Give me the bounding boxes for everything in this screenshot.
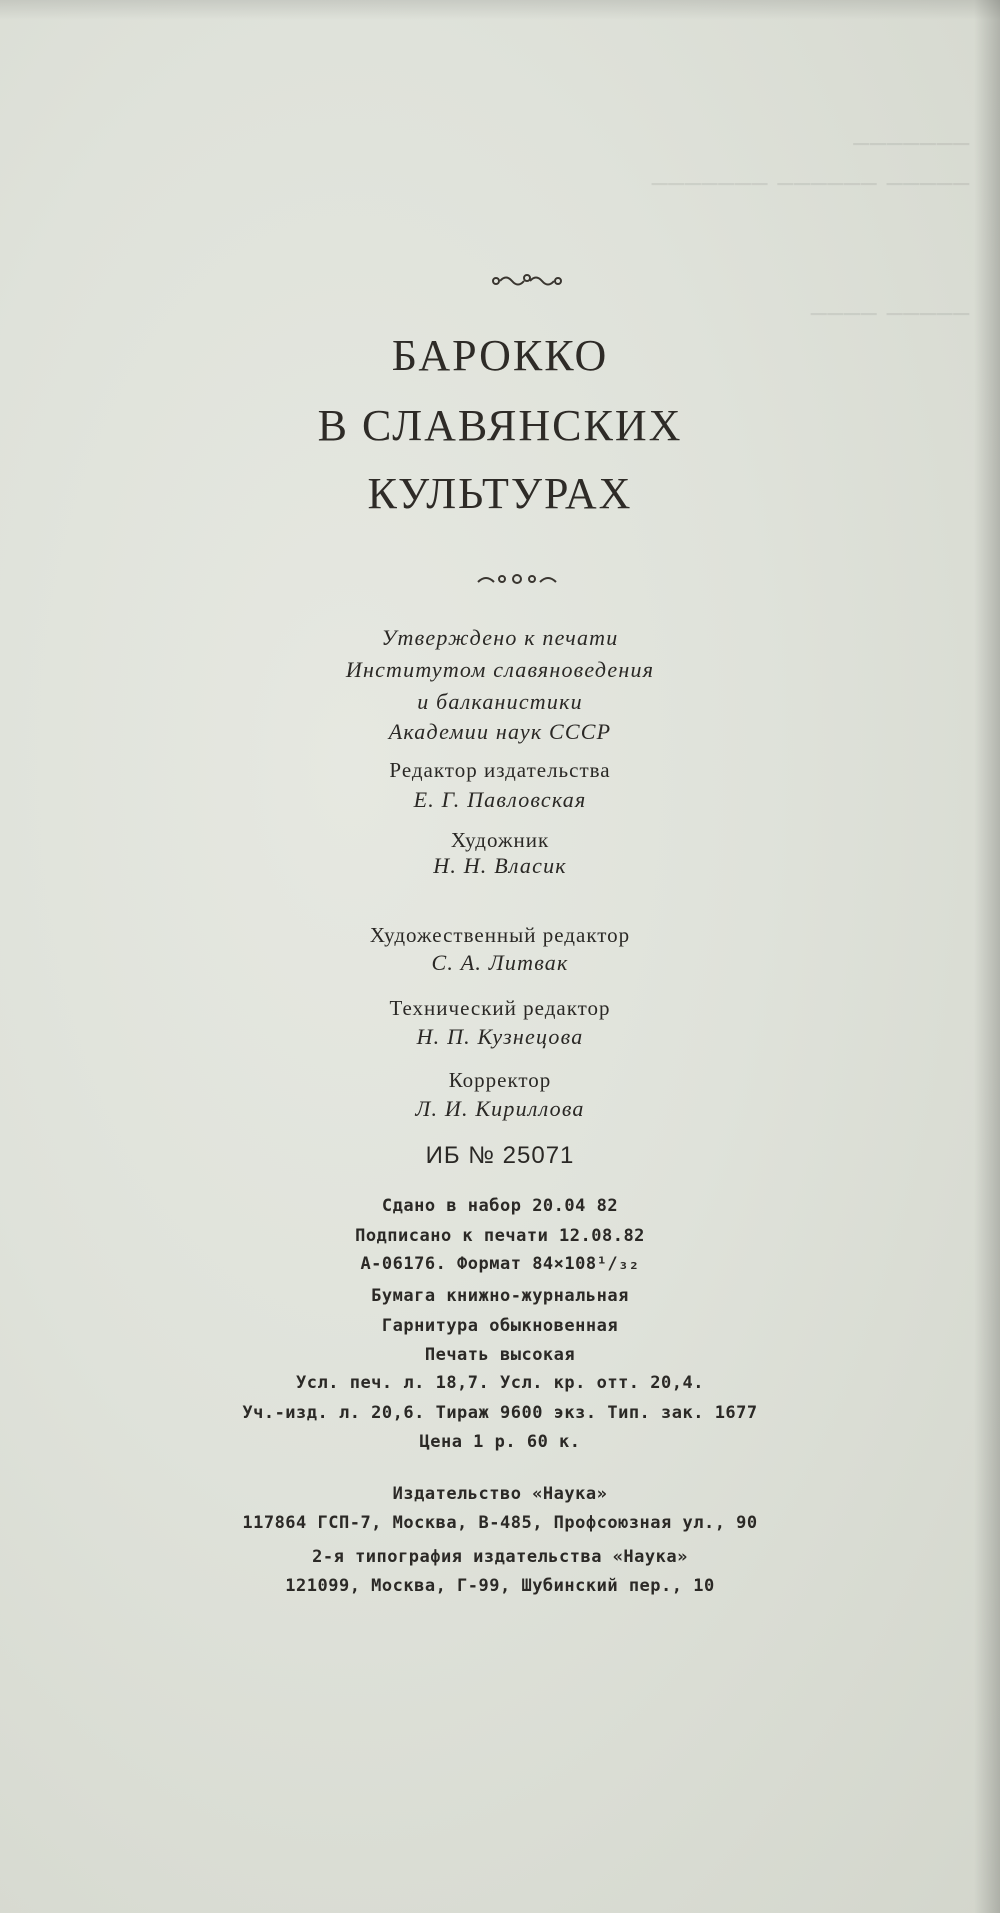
credit-role: Технический редактор (389, 996, 611, 1020)
credit-role: Редактор издательства (389, 758, 611, 782)
book-title-line-2: В СЛАВЯНСКИХ (317, 401, 683, 450)
top-shadow (0, 0, 1000, 20)
imprint-line: Усл. печ. л. 18,7. Усл. кр. отт. 20,4. (296, 1373, 704, 1393)
publisher-line: Издательство «Наука» (392, 1484, 608, 1504)
book-title-line-3: КУЛЬТУРАХ (367, 469, 633, 518)
imprint-line: А-06176. Формат 84×108¹/₃₂ (360, 1254, 640, 1274)
approval-line: и балканистики (417, 689, 583, 714)
bleed-through-mark: ─────── ────── ───── (651, 170, 970, 200)
approval-line: Академии наук СССР (388, 719, 612, 744)
approval-line: Институтом славяноведения (345, 657, 655, 682)
imprint-line: Цена 1 р. 60 к. (419, 1432, 581, 1452)
approval-line: Утверждено к печати (381, 625, 619, 650)
imprint-line: Подписано к печати 12.08.82 (355, 1226, 645, 1246)
credit-name: Л. И. Кириллова (415, 1096, 585, 1121)
imprint-line: Сдано в набор 20.04 82 (381, 1196, 619, 1216)
ib-number: ИБ № 25071 (425, 1142, 575, 1169)
top-ornament-icon (490, 270, 564, 292)
bleed-through-mark: ─────── (853, 130, 970, 160)
book-title-line-1: БАРОККО (391, 331, 609, 380)
credit-name: С. А. Литвак (431, 950, 569, 975)
credit-name: Н. П. Кузнецова (416, 1024, 584, 1049)
credit-role: Корректор (448, 1068, 552, 1092)
credit-role: Художественный редактор (369, 923, 631, 947)
credit-name: Е. Г. Павловская (413, 787, 587, 812)
credit-role: Художник (450, 828, 550, 852)
credit-name: Н. Н. Власик (433, 853, 567, 878)
imprint-line: Уч.-изд. л. 20,6. Тираж 9600 экз. Тип. зак. 1677 (242, 1403, 758, 1423)
imprint-line: Печать высокая (424, 1345, 576, 1365)
bleed-through-mark: ──── ───── (810, 300, 970, 330)
imprint-line: Бумага книжно-журнальная (371, 1286, 629, 1306)
imprint-line: Гарнитура обыкновенная (381, 1316, 619, 1336)
publisher-line: 117864 ГСП-7, Москва, В-485, Профсоюзная ул., 90 (242, 1513, 758, 1533)
middle-ornament-icon (474, 570, 560, 588)
publisher-line: 2-я типография издательства «Наука» (312, 1547, 688, 1567)
publisher-line: 121099, Москва, Г-99, Шубинский пер., 10 (285, 1576, 715, 1596)
